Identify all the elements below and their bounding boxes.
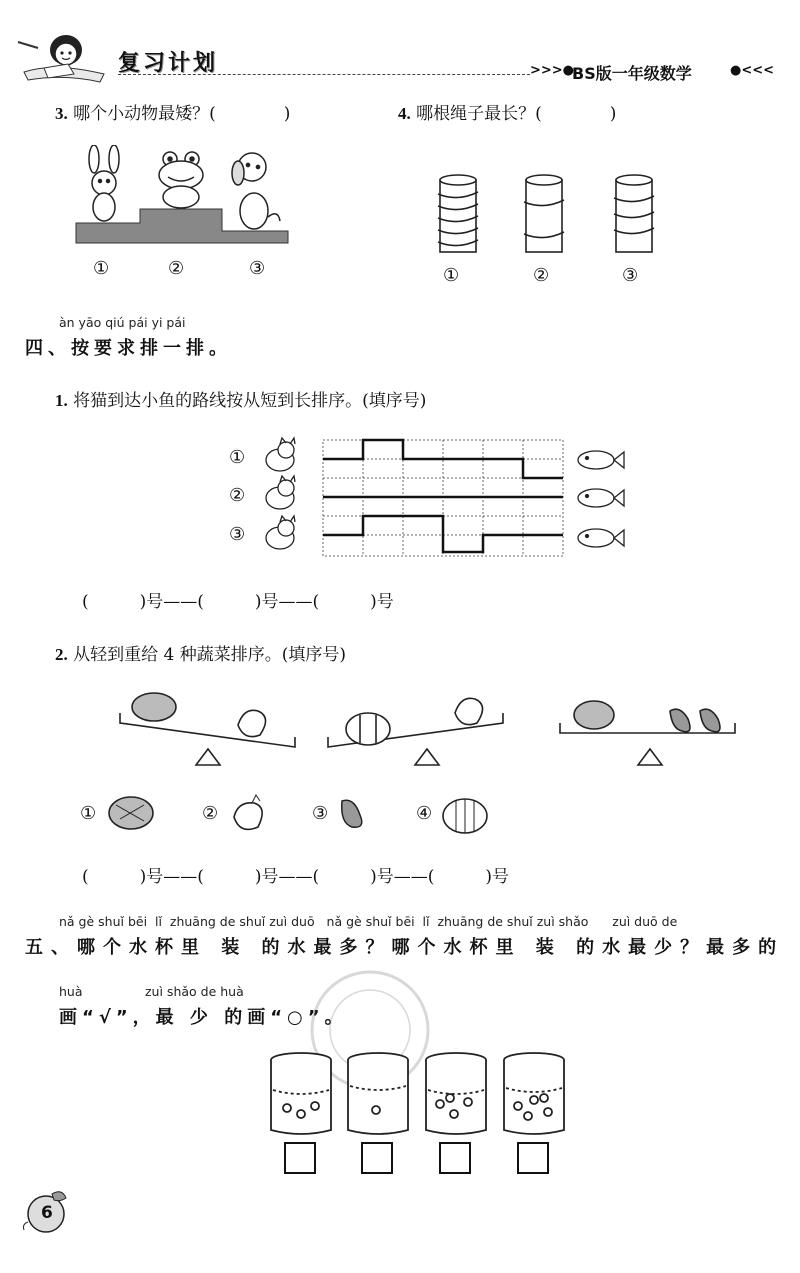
veg-label-4: ④ (416, 803, 433, 824)
q3-option-2: ② (168, 258, 185, 279)
section5-pinyin-2a: huà (59, 984, 83, 999)
s4q1-answer-line[interactable]: ( )号——( )号——( )号 (82, 592, 394, 612)
radish-icon (226, 793, 270, 833)
section5-line-2: 画“√”，最 少 的画“○”。 (59, 1007, 348, 1028)
scale-3 (560, 701, 735, 765)
q3-option-3: ③ (249, 258, 266, 279)
water-cups-figure (265, 1050, 565, 1140)
dog-icon (232, 153, 280, 229)
cabbage-icon (574, 701, 614, 729)
s4q2-text: 从轻到重给 4 种蔬菜排序。(填序号) (73, 645, 347, 665)
water-cup-3 (426, 1053, 486, 1134)
cabbage-icon (132, 693, 176, 721)
q4-number: 4. (398, 104, 411, 123)
s4q2-number: 2. (55, 645, 68, 664)
route-label-3: ③ (229, 524, 246, 545)
q4-text: 哪根绳子最长？( ) (416, 104, 617, 124)
cat-icon (266, 438, 295, 471)
s4q1-number: 1. (55, 391, 68, 410)
s4q2-answer-line[interactable]: ( )号——( )号——( )号——( )号 (82, 867, 510, 887)
water-cup-4 (504, 1053, 564, 1134)
q4-option-1: ① (443, 265, 460, 286)
header-mascot-icon (14, 28, 114, 84)
q4-option-2: ② (533, 265, 550, 286)
radish-icon (238, 710, 266, 736)
section4-pinyin: àn yāo qiú pái yi pái (59, 315, 186, 330)
fish-icon (578, 489, 624, 507)
veg-label-3: ③ (312, 803, 329, 824)
page-number: 6 (41, 1203, 53, 1223)
fish-icon (578, 451, 624, 469)
header-edition: BS版一年级数学 (572, 64, 692, 83)
q3-number: 3. (55, 104, 68, 123)
cabbage-icon (106, 793, 156, 833)
water-cup-1 (271, 1053, 331, 1134)
rabbit-icon (89, 145, 119, 221)
eggplant-icon (336, 795, 370, 831)
route-3 (323, 516, 563, 552)
radish-icon (455, 698, 483, 724)
rope-cylinder-1 (438, 175, 478, 252)
header-edition-decor-right: ●<<< (730, 63, 775, 78)
water-cup-2 (348, 1053, 408, 1134)
s4q1-text: 将猫到达小鱼的路线按从短到长排序。(填序号) (73, 391, 427, 411)
s4q1-question (55, 386, 426, 411)
cup-answer-box-1[interactable] (284, 1142, 316, 1174)
q3-podium-figure (72, 145, 292, 250)
header-title: 复习计划 (118, 51, 219, 76)
cup-answer-box-3[interactable] (439, 1142, 471, 1174)
q3-question (55, 99, 290, 124)
cat-icon (266, 476, 295, 509)
header-rule (118, 74, 530, 75)
veg-label-1: ① (80, 803, 97, 824)
cup-answer-box-4[interactable] (517, 1142, 549, 1174)
fish-icon (578, 529, 624, 547)
vegetable-options (80, 793, 520, 837)
rope-cylinder-2 (524, 175, 564, 252)
frog-icon (159, 152, 203, 208)
scale-2 (328, 698, 503, 765)
pumpkin-icon (346, 713, 390, 745)
route-label-2: ② (229, 485, 246, 506)
q3-text: 哪个小动物最矮？( ) (73, 104, 291, 124)
q4-rope-figure (430, 172, 670, 262)
header-edition-decor: >>>● (530, 63, 575, 78)
section5-pinyin-2b: zuì shǎo de huà (145, 984, 244, 999)
scale-1 (120, 693, 295, 765)
rope-cylinder-3 (614, 175, 654, 252)
route-grid-figure (258, 436, 638, 561)
cat-icon (266, 516, 295, 549)
q3-option-1: ① (93, 258, 110, 279)
q4-question (398, 99, 616, 124)
section4-title: 四、按要求排一排。 (25, 338, 232, 359)
veg-label-2: ② (202, 803, 219, 824)
route-label-1: ① (229, 447, 246, 468)
pumpkin-icon (440, 793, 490, 835)
balance-scales-figure (110, 685, 750, 775)
cup-answer-box-2[interactable] (361, 1142, 393, 1174)
s4q2-question (55, 640, 346, 665)
section5-line-1: 五、哪个水杯里 装 的水最多？哪个水杯里 装 的水最少？最多的 (25, 937, 785, 958)
section5-pinyin-1: nǎ gè shuǐ bēi lǐ zhuāng de shuǐ zuì duō nǎ gè shuǐ bēi lǐ zhuāng de shuǐ zuì shǎo zuì duō de (59, 914, 678, 929)
q4-option-3: ③ (622, 265, 639, 286)
